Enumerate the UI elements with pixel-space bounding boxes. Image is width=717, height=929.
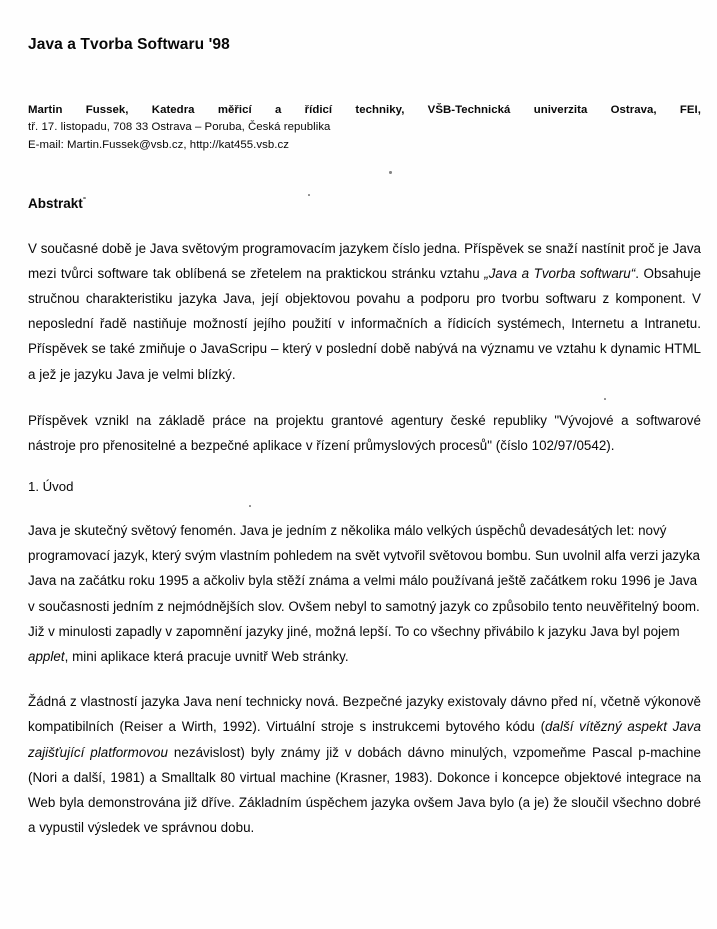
abstract-paragraph-1 (28, 213, 701, 387)
section1-p2-emphasis: další vítězný aspekt Java zajišťující platformovou (28, 719, 701, 760)
scan-speck (604, 398, 606, 400)
section-1-heading: 1. Úvod (28, 479, 74, 495)
abstract-p1-text-after: . Obsahuje stručnou charakteristiku jazyka Java, její objektovou povahu a podporu pro tvorbu softwaru z komponent. V neposlední řadě nastiňuje možností jejího použití v informačních a řídicích systémech, Internetu a Intranetu. Příspěvek se také zmiňuje o JavaScripu – který v poslední době nabývá na významu ve vztahu k dynamic HTML a jež je jazyku Java je velmi blízký. (28, 265, 701, 382)
abstract-p1-text-before: V současné době je Java světovým programovacím jazykem číslo jedna. Příspěvek se snaží nastínit proč je Java mezi tvůrci software tak oblíbená se zřetelem na praktickou stránku vztahu (28, 240, 701, 281)
scan-speck (249, 505, 251, 507)
abstract-p1-emphasis: „Java a Tvorba softwaru“ (484, 265, 636, 281)
section1-p2-text-after: nezávislost) byly známy již v dobách dávno minulých, vzpomeňme Pascal p-machine (Nori a další, 1981) a Smalltalk 80 virtual machine (Krasner, 1983). Dokonce i koncepce objektové integrace na Web byla demonstrována již dříve. Základním úspěchem jazyka ovšem Java bylo (a je) že sloučil všechno dobré a vypustil výsledek ve správnou dobu. (28, 744, 701, 836)
scan-speck (83, 197, 86, 199)
author-contact: E-mail: Martin.Fussek@vsb.cz, http://kat455.vsb.cz (28, 138, 289, 151)
scan-speck (308, 194, 310, 196)
section1-p1-emphasis: applet (28, 649, 65, 665)
scan-speck (389, 171, 392, 174)
document-content (28, 0, 701, 840)
section1-p1-text-after: , mini aplikace která pracuje uvnitř Web stránky. (64, 649, 349, 665)
author-affiliation-block (28, 102, 701, 155)
author-address: tř. 17. listopadu, 708 33 Ostrava – Poruba, Česká republika (28, 121, 331, 134)
abstract-paragraph-2: Příspěvek vznikl na základě práce na projektu grantové agentury české republiky "Vývojové a softwarové nástroje pro přenositelné a bezpečné aplikace v řízení průmyslových procesů" (číslo 102/97/0542). (28, 412, 701, 453)
abstract-heading: Abstrakt (28, 196, 83, 212)
section-1-paragraph-1 (28, 495, 701, 669)
author-name-affiliation: Martin Fussek, Katedra měřicí a řídicí techniky, VŠB-Technická univerzita Ostrava, FEI, (28, 103, 701, 116)
section-1-paragraph-2 (28, 669, 701, 840)
page-title: Java a Tvorba Softwaru '98 (28, 36, 230, 53)
section1-p2-text-before: Žádná z vlastností jazyka Java není technicky nová. Bezpečné jazyky existovaly dávno před ní, včetně výkonově kompatibilních (Reiser a Wirth, 1992). Virtuální stroje s instrukcemi bytového kódu ( (28, 694, 701, 735)
section1-p1-text-before: Java je skutečný světový fenomén. Java je jedním z několika málo velkých úspěchů devadesátých let: nový programovací jazyk, který svým vlastním pohledem na svět vytvořil světovou bombu. Sun uvolnil alfa verzi jazyka Java na začátku roku 1995 a ačkoliv byla stěží známa a velmi málo používaná ještě začátkem roku 1996 je Java v současnosti jedním z nejmódnějších slov. Ovšem nebyl to samotný jazyk co způsobilo tento neuvěřitelný boom. Již v minulosti zapadly v zapomnění jazyky jiné, možná lepší. To co všechny přivábilo k jazyku Java byl pojem (28, 523, 701, 639)
